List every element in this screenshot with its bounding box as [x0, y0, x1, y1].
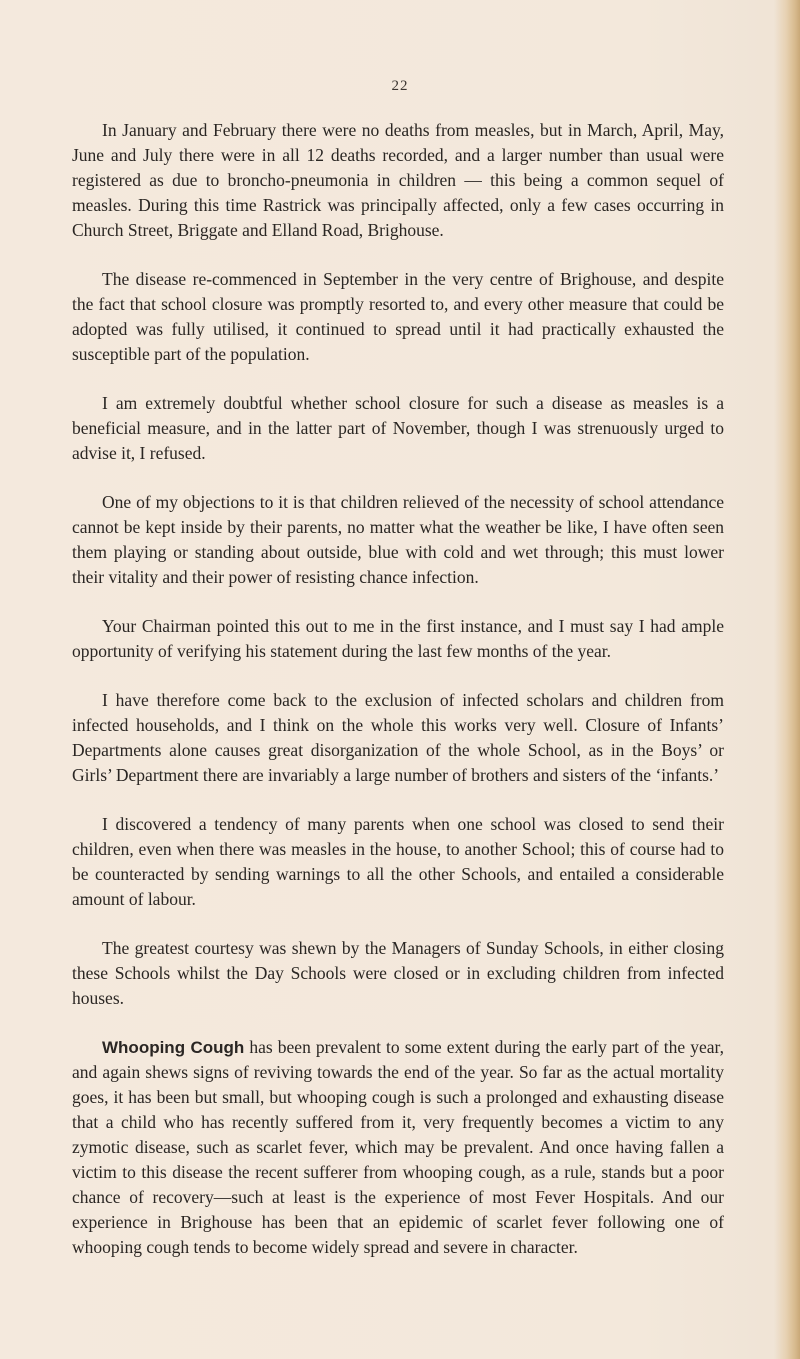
- paragraph-whooping-cough: [72, 1035, 724, 1260]
- paragraph-parents-tendency: I discovered a tendency of many parents when one school was closed to send their children, even when there was measles in the house, to another School; this of course had to be counteracted by sending warnings to all the other Schools, and entailed a considerable amount of labour.: [72, 814, 724, 909]
- paragraph-objections: One of my objections to it is that children relieved of the necessity of school attendance cannot be kept inside by their parents, no matter what the weather be like, I have often seen them playing or standing about outside, blue with cold and wet through; this must lower their vitality and their power of resisting chance infection.: [72, 492, 724, 587]
- document-body: [72, 118, 724, 1284]
- whooping-cough-text: has been prevalent to some extent during the early part of the year, and again shews signs of reviving towards the end of the year. So far as the actual mortality goes, it has been but small, but whooping cough is such a prolonged and exhausting disease that a child who has recently suffered from it, very frequently becomes a victim to any zymotic disease, such as scarlet fever, which may be prevalent. And once having fallen a victim to this disease the recent sufferer from whooping cough, as a rule, stands but a poor chance of recovery—such at least is the experience of most Fever Hospitals. And our experience in Brighouse has been that an epidemic of scarlet fever following one of whooping cough tends to become widely spread and severe in character.: [72, 1037, 724, 1257]
- page-edge-shadow: [774, 0, 800, 1359]
- paragraph-chairman: Your Chairman pointed this out to me in the first instance, and I must say I had ample opportunity of verifying his statement during the last few months of the year.: [72, 616, 724, 661]
- paragraph-exclusion: I have therefore come back to the exclusion of infected scholars and children from infected households, and I think on the whole this works very well. Closure of Infants’ Departments alone causes great disorganization of the whole School, as in the Boys’ or Girls’ Department there are invariably a large number of brothers and sisters of the ‘infants.’: [72, 690, 724, 785]
- paragraph-measles-deaths: In January and February there were no deaths from measles, but in March, April, May, June and July there were in all 12 deaths recorded, and a larger number than usual were registered as due to broncho-pneumonia in children — this being a common sequel of measles. During this time Rastrick was principally affected, only a few cases occurring in Church Street, Briggate and Elland Road, Brighouse.: [72, 120, 724, 240]
- section-heading-whooping-cough: Whooping Cough: [102, 1038, 245, 1057]
- paragraph-sunday-schools: The greatest courtesy was shewn by the Managers of Sunday Schools, in either closing these Schools whilst the Day Schools were closed or in excluding children from infected houses.: [72, 938, 724, 1008]
- paragraph-school-closure-doubt: I am extremely doubtful whether school closure for such a disease as measles is a beneficial measure, and in the latter part of November, though I was strenuously urged to advise it, I refused.: [72, 393, 724, 463]
- paragraph-disease-recommenced: The disease re-commenced in September in the very centre of Brighouse, and despite the fact that school closure was promptly resorted to, and every other measure that could be adopted was fully utilised, it continued to spread until it had practically exhausted the susceptible part of the population.: [72, 269, 724, 364]
- page-number: 22: [391, 78, 409, 94]
